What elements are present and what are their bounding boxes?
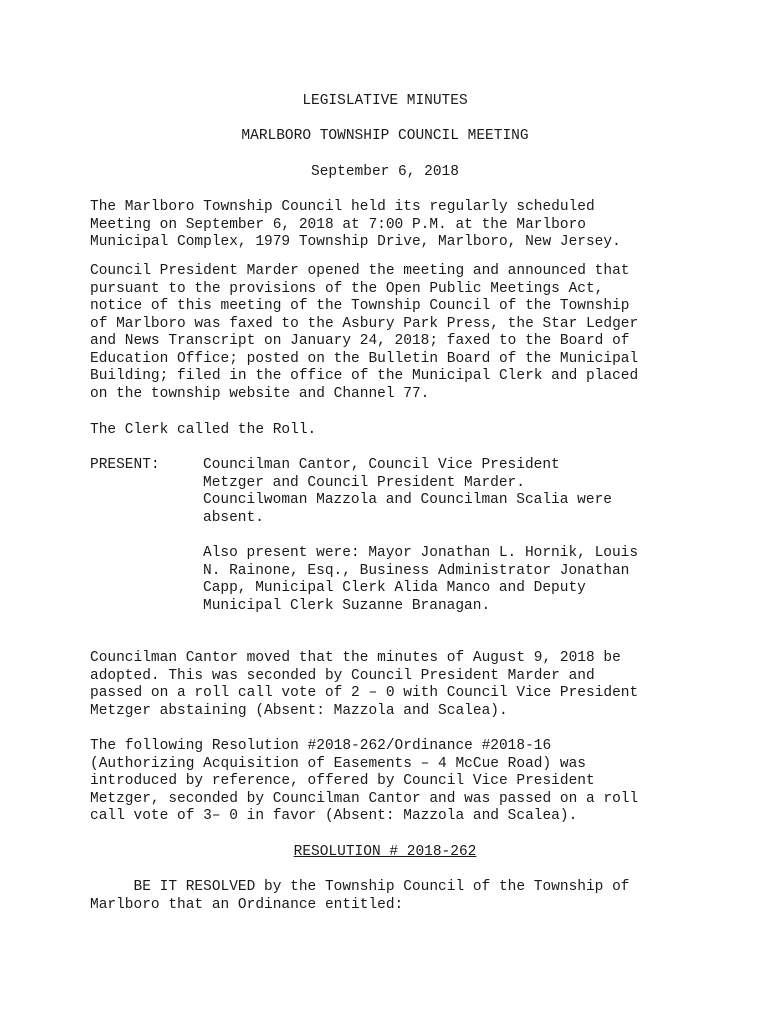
roll-call-text: The Clerk called the Roll. bbox=[90, 422, 317, 438]
resolution-intro-line: introduced by reference, offered by Council Vice President bbox=[90, 773, 595, 789]
intro-line: Meeting on September 6, 2018 at 7:00 P.M. at the Marlboro bbox=[90, 216, 586, 233]
also-present-line: Capp, Municipal Clerk Alida Manco and Deputy bbox=[203, 580, 586, 596]
minutes-motion-paragraph bbox=[90, 650, 730, 720]
resolution-intro-line: Metzger, seconded by Councilman Cantor and was passed on a roll bbox=[90, 790, 639, 807]
minutes-motion-line: Councilman Cantor moved that the minutes of August 9, 2018 be bbox=[90, 650, 621, 666]
notice-line: Education Office; posted on the Bulletin Board of the Municipal bbox=[90, 350, 639, 367]
minutes-motion-line: Metzger abstaining (Absent: Mazzola and Scalea). bbox=[90, 702, 508, 719]
notice-line: Council President Marder opened the meeting and announced that bbox=[90, 263, 630, 279]
resolution-intro-line: The following Resolution #2018-262/Ordinance #2018-16 bbox=[90, 738, 552, 754]
notice-line: of Marlboro was faxed to the Asbury Park Press, the Star Ledger bbox=[90, 315, 639, 332]
meeting-date: September 6, 2018 bbox=[311, 164, 459, 180]
present-label: PRESENT: bbox=[90, 457, 160, 473]
intro-line: The Marlboro Township Council held its regularly scheduled bbox=[90, 199, 595, 215]
resolution-heading-text: RESOLUTION # 2018-262 bbox=[293, 844, 477, 860]
present-line: absent. bbox=[203, 509, 264, 526]
roll-call-paragraph bbox=[90, 422, 730, 440]
also-present bbox=[203, 545, 743, 615]
resolution-intro-line: call vote of 3– 0 in favor (Absent: Mazzola and Scalea). bbox=[90, 808, 578, 824]
minutes-motion-line: adopted. This was seconded by Council President Marder and bbox=[90, 667, 595, 684]
notice-line: on the township website and Channel 77. bbox=[90, 385, 430, 402]
also-present-line: Municipal Clerk Suzanne Branagan. bbox=[203, 597, 491, 614]
notice-paragraph bbox=[90, 263, 730, 403]
resolution-intro-line: (Authorizing Acquisition of Easements – 4 McCue Road) was bbox=[90, 755, 586, 772]
resolution-body-paragraph bbox=[90, 879, 730, 914]
present-line: Councilwoman Mazzola and Councilman Scalia were bbox=[203, 492, 612, 508]
present-line: Metzger and Council President Marder. bbox=[203, 474, 525, 491]
also-present-line: Also present were: Mayor Jonathan L. Hornik, Louis bbox=[203, 545, 639, 561]
notice-line: pursuant to the provisions of the Open Public Meetings Act, bbox=[90, 280, 604, 297]
notice-line: and News Transcript on January 24, 2018; faxed to the Board of bbox=[90, 333, 630, 349]
meeting-name: MARLBORO TOWNSHIP COUNCIL MEETING bbox=[241, 128, 529, 144]
resolution-heading bbox=[0, 844, 770, 862]
resolution-body-line: BE IT RESOLVED by the Township Council of the Township of bbox=[90, 879, 630, 895]
present-line: Councilman Cantor, Council Vice President bbox=[203, 457, 560, 473]
intro-paragraph bbox=[90, 199, 730, 252]
resolution-body-line: Marlboro that an Ordinance entitled: bbox=[90, 896, 404, 913]
document-title: LEGISLATIVE MINUTES bbox=[302, 93, 468, 109]
present-members bbox=[203, 457, 743, 527]
notice-line: notice of this meeting of the Township Council of the Township bbox=[90, 298, 630, 314]
minutes-motion-line: passed on a roll call vote of 2 – 0 with Council Vice President bbox=[90, 685, 639, 701]
also-present-line: N. Rainone, Esq., Business Administrator Jonathan bbox=[203, 562, 630, 579]
intro-line: Municipal Complex, 1979 Township Drive, Marlboro, New Jersey. bbox=[90, 234, 621, 250]
notice-line: Building; filed in the office of the Municipal Clerk and placed bbox=[90, 368, 639, 384]
resolution-intro-paragraph bbox=[90, 738, 730, 826]
